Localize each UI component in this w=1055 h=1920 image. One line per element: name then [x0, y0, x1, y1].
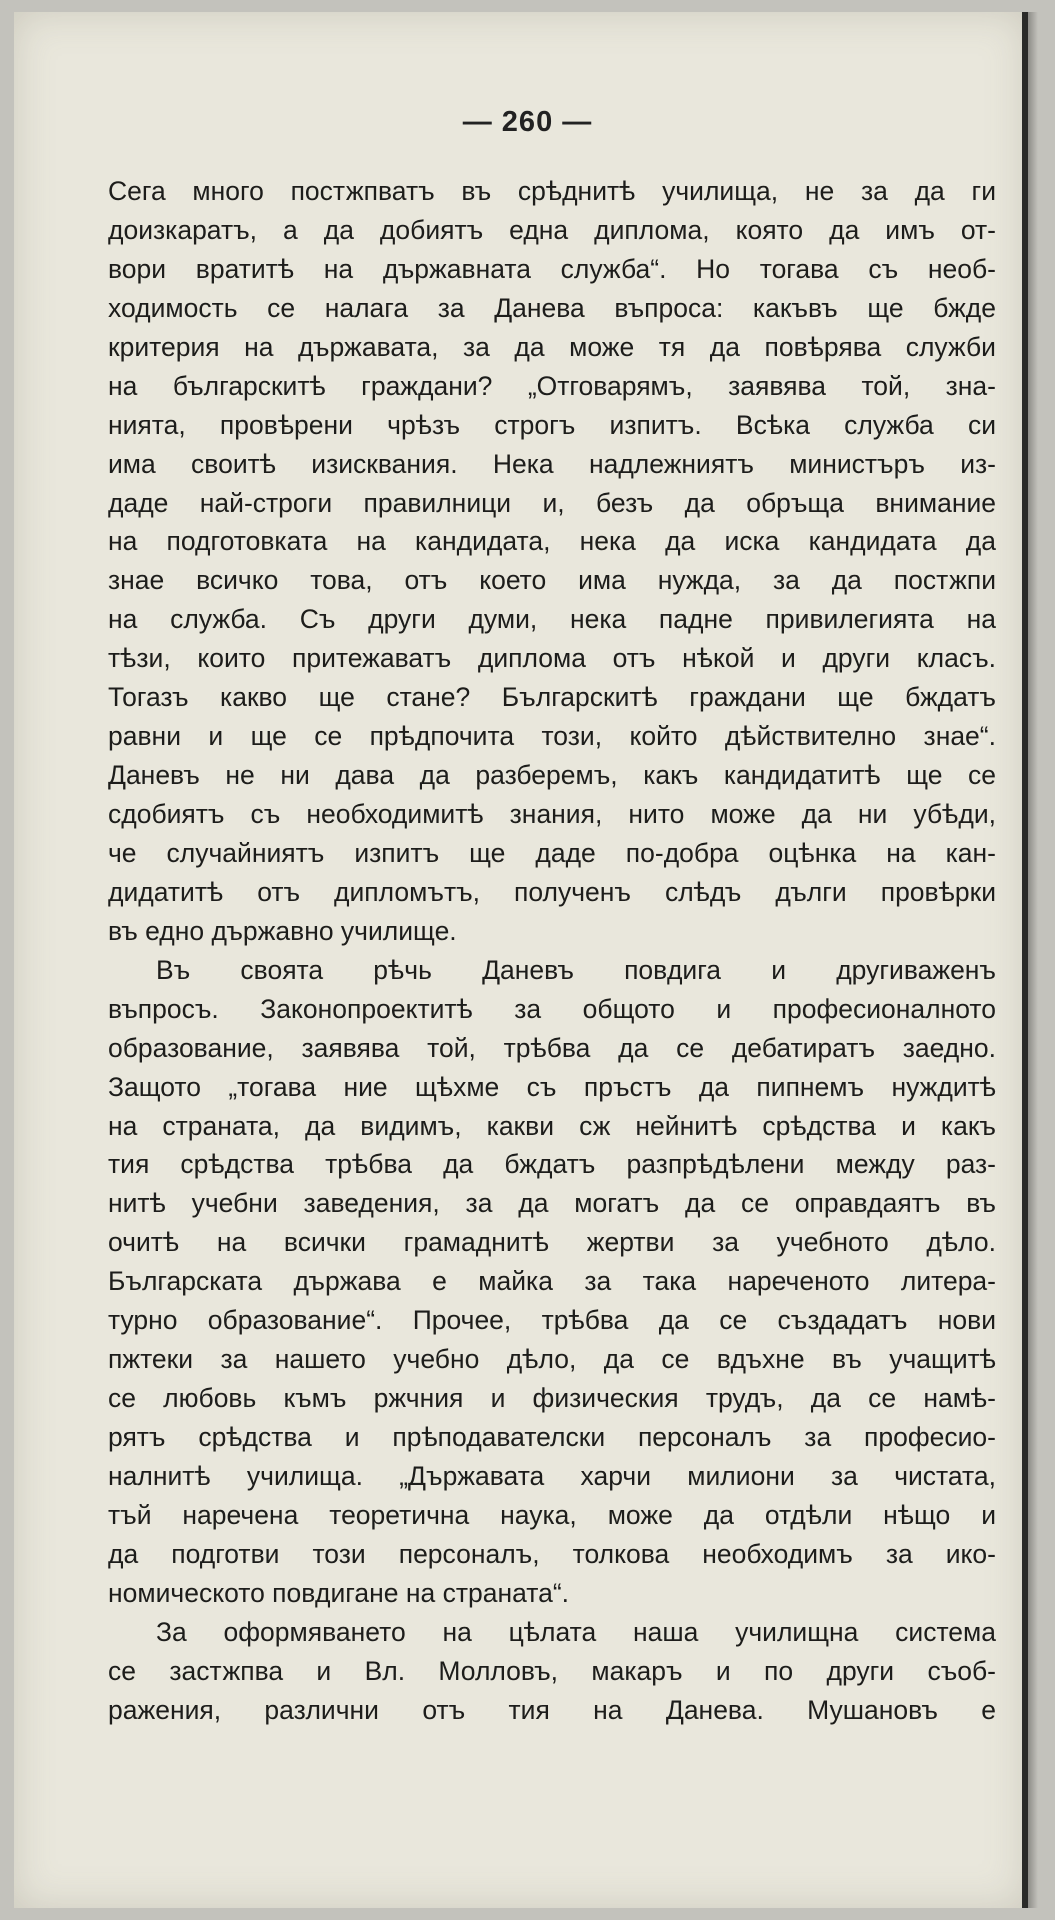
page-number: — 260 — [462, 106, 593, 138]
text-line: тѣзи, които притежаватъ диплома отъ нѣкой и други класъ. [108, 643, 996, 674]
text-line: образование, заявява той, трѣбва да се дебатиратъ заедно. [108, 1032, 996, 1063]
paragraph-end-line: въ едно държавно училище. [108, 915, 457, 946]
paragraph-start-line: За оформяването на цѣлата наша училищна система [156, 1616, 996, 1647]
text-line: вори вратитѣ на държавната служба“. Но тогава съ необ- [108, 253, 996, 284]
text-line: налнитѣ училища. „Държавата харчи милиони за чистата, [108, 1460, 996, 1491]
text-line: Сега много постжпватъ въ срѣднитѣ училища, не за да ги [108, 176, 996, 206]
text-line: критерия на държавата, за да може тя да повѣрява служби [108, 331, 996, 362]
text-line: въпросъ. Законопроектитѣ за общото и професионалното [108, 993, 996, 1024]
text-line: ходимость се налага за Данева въпроса: какъвъ ще бжде [108, 292, 996, 323]
text-line: доизкаратъ, а да добиятъ една диплома, която да имъ от- [108, 214, 996, 245]
text-line: на страната, да видимъ, какви сж нейнитѣ срѣдства и какъ [108, 1110, 996, 1141]
text-line: пжтеки за нашето учебно дѣло, да се вдъхне въ учащитѣ [108, 1344, 996, 1375]
text-line: очитѣ на всички грамаднитѣ жертви за учебното дѣло. [108, 1227, 996, 1258]
text-line: се любовь къмъ ржчния и физическия трудъ, да се намѣ- [108, 1383, 996, 1414]
text-line: на българскитѣ граждани? „Отговарямъ, заявява той, зна- [108, 370, 996, 401]
text-line: сдобиятъ съ необходимитѣ знания, нито може да ни убѣди, [108, 799, 996, 829]
text-line: Защото „тогава ние щѣхме съ пръстъ да пипнемъ нуждитѣ [108, 1071, 996, 1102]
paragraph-start-line: Въ своята рѣчь Даневъ повдига и другиваженъ [156, 954, 996, 985]
text-line: да подготви този персоналъ, толкова необходимъ за ико- [108, 1538, 996, 1569]
text-line: даде най-строги правилници и, безъ да обръща внимание [108, 487, 996, 518]
text-line: Българската държава е майка за така нареченото литера- [108, 1266, 996, 1297]
paragraph-end-line: номическото повдигане на страната“. [108, 1577, 570, 1608]
text-line: дидатитѣ отъ дипломътъ, полученъ слѣдъ дълги провѣрки [108, 876, 996, 907]
text-line: че случайниятъ изпитъ ще даде по-добра оцѣнка на кан- [108, 837, 996, 868]
page-edge-shadow [1028, 12, 1038, 1908]
text-line: нитѣ учебни заведения, за да могатъ да се оправдаятъ въ [108, 1188, 996, 1219]
text-line: тия срѣдства трѣбва да бждатъ разпрѣдѣлени между раз- [108, 1149, 996, 1180]
text-line: знае всичко това, отъ което има нужда, за да постжпи [108, 565, 996, 596]
text-line: тъй наречена теоретична наука, може да отдѣли нѣщо и [108, 1499, 996, 1530]
text-line: на служба. Съ други думи, нека падне привилегията на [108, 604, 996, 635]
text-line: на подготовката на кандидата, нека да иска кандидата да [108, 526, 996, 557]
text-line: равни и ще се прѣдпочита този, който дѣйствително знае“. [108, 721, 996, 752]
text-line: има своитѣ изисквания. Нека надлежниятъ министъръ из- [108, 448, 996, 479]
text-line: турно образование“. Прочее, трѣбва да се създадатъ нови [108, 1305, 996, 1336]
text-line: Тогазъ какво ще стане? Българскитѣ граждани ще бждатъ [108, 682, 996, 713]
body-text [108, 172, 996, 1730]
text-line: Даневъ не ни дава да разберемъ, какъ кандидатитѣ ще се [108, 760, 996, 791]
text-line: рятъ срѣдства и прѣподавателски персоналъ за професио- [108, 1422, 996, 1452]
text-line: се застжпва и Вл. Молловъ, макаръ и по други съоб- [108, 1655, 996, 1686]
text-line: ражения, различни отъ тия на Данева. Мушановъ е [108, 1694, 996, 1725]
text-line: нията, провѣрени чрѣзъ строгъ изпитъ. Всѣка служба си [108, 409, 996, 440]
